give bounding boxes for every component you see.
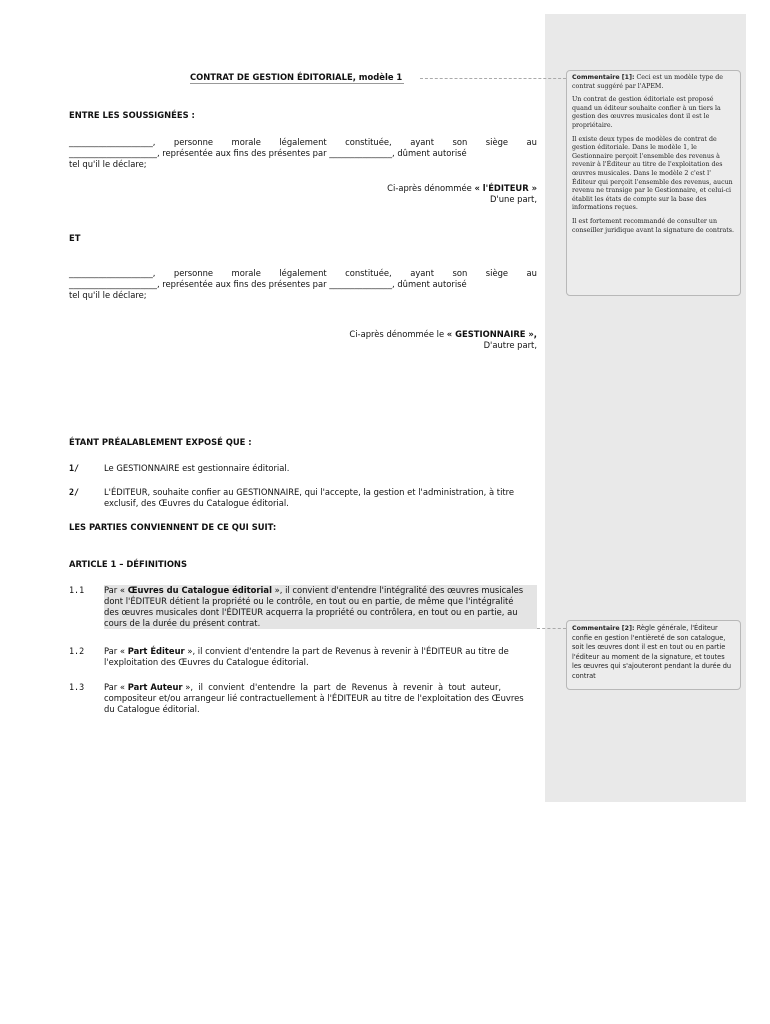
definition-3-line2: compositeur et/ou arrangeur lié contractuellement à l'ÉDITEUR au titre de l'exploitation des Œuvres <box>104 693 524 703</box>
article1-heading: ARTICLE 1 – DÉFINITIONS <box>69 559 187 569</box>
expose-item-2-text <box>104 487 537 509</box>
definition-1-term: Œuvres du Catalogue éditorial <box>127 585 272 595</box>
definition-1-rest: », il convient d'entendre l'intégralité des œuvres musicales <box>271 585 524 595</box>
definition-1-lead: Par « <box>104 585 128 595</box>
definition-3-rest: », il convient d'entendre la part de Revenus à revenir à tout auteur, <box>182 682 502 692</box>
definition-1-number: 1.1 <box>69 585 85 595</box>
definition-2-text <box>104 646 537 668</box>
party2-designation-prefix: Ci-après dénommée le <box>349 329 447 339</box>
expose-item-2-line2: exclusif, des Œuvres du Catalogue éditorial. <box>104 498 289 508</box>
definition-1-line4: cours de la durée du présent contrat. <box>104 618 261 628</box>
expose-item-1-text: Le GESTIONNAIRE est gestionnaire éditorial. <box>104 463 290 473</box>
comment-2-balloon[interactable] <box>566 620 741 690</box>
party1-line3: tel qu'il le déclare; <box>69 159 147 169</box>
comment-1-connector <box>420 78 566 79</box>
comment-1-p4: Il est fortement recommandé de consulter un conseiller juridique avant la signature de contrats. <box>572 217 735 234</box>
comment-1-p3: Il existe deux types de modèles de contrat de gestion éditoriale. Dans le modèle 1, le Gestionnaire perçoit l'ensemble des revenus à revenir à l'Éditeur au titre de l'exploitation des œuvres musicales. Dans le modèle 2 c'est l' Éditeur qui perçoit l'ensemble des revenus, aucun revenu ne transige par le Gestionnaire, et celui-ci établit les états de compte sur la base des informations reçues. <box>572 135 733 212</box>
definition-2-line2: l'exploitation des Œuvres du Catalogue éditorial. <box>104 657 309 667</box>
definition-1-line3: des œuvres musicales dont l'ÉDITEUR acquerra la propriété ou contrôlera, en tout ou en partie, au <box>104 607 518 617</box>
party1-line1: ____________________, personne morale légalement constituée, ayant son siège au <box>69 137 537 147</box>
comment-1-p2: Un contrat de gestion éditoriale est proposé quand un éditeur souhaite confier à un tiers la gestion des œuvres musicales dont il est le propriétaire. <box>572 96 721 129</box>
comment-1-p1: Ceci est un modèle type de contrat suggéré par l'APEM. <box>572 74 724 90</box>
party1-block <box>69 137 537 170</box>
party1-designation <box>69 183 537 205</box>
definition-3-number: 1.3 <box>69 682 85 692</box>
et-heading: ET <box>69 233 81 243</box>
comment-2-p1: Règle générale, l'Éditeur confie en gestion l'entièreté de son catalogue, soit les œuvres dont il est en tout ou en partie l'éditeur au moment de la signature, et toutes les œuvres qui s'ajouteront pendant la durée du contrat <box>572 624 732 680</box>
contract-title: CONTRAT DE GESTION ÉDITORIALE, modèle 1 <box>190 72 403 82</box>
party2-line2: _____________________, représentée aux fins des présentes par _______________, dûment autorisé <box>69 279 467 289</box>
party1-designation-prefix: Ci-après dénommée <box>387 183 475 193</box>
expose-item-1-number: 1/ <box>69 463 80 473</box>
definition-2-rest: », il convient d'entendre la part de Revenus à revenir à l'ÉDITEUR au titre de <box>184 646 509 656</box>
definition-1-line2: dont l'ÉDITEUR détient la propriété ou le contrôle, en tout ou en partie, de même que l'intégralité <box>104 596 514 606</box>
party2-designation-suffix: D'autre part, <box>483 340 537 350</box>
parties-heading: LES PARTIES CONVIENNENT DE CE QUI SUIT: <box>69 522 277 532</box>
definition-3-term: Part Auteur <box>127 682 183 692</box>
definition-3-lead: Par « <box>104 682 128 692</box>
party2-designation <box>69 329 537 351</box>
expose-heading: ÉTANT PRÉALABLEMENT EXPOSÉ QUE : <box>69 437 252 447</box>
definition-2-number: 1.2 <box>69 646 85 656</box>
definition-2-term: Part Éditeur <box>127 646 185 656</box>
expose-item-2-number: 2/ <box>69 487 80 497</box>
party1-designation-suffix: D'une part, <box>489 194 537 204</box>
party2-line3: tel qu'il le déclare; <box>69 290 147 300</box>
party2-block <box>69 268 537 301</box>
comment-2-connector <box>537 628 566 629</box>
party1-line2: _____________________, représentée aux fins des présentes par _______________, dûment autorisé <box>69 148 467 158</box>
definition-1-text <box>104 585 537 629</box>
definition-3-text <box>104 682 537 715</box>
party1-designation-name: « l'ÉDITEUR » <box>474 183 537 193</box>
comment-1-label: Commentaire [1]: <box>572 74 635 81</box>
party2-line1: ____________________, personne morale légalement constituée, ayant son siège au <box>69 268 537 278</box>
definition-2-lead: Par « <box>104 646 128 656</box>
entre-heading: ENTRE LES SOUSSIGNÉES : <box>69 110 195 120</box>
comment-2-label: Commentaire [2]: <box>572 625 635 632</box>
comment-1-balloon[interactable] <box>566 70 741 296</box>
definition-3-line3: du Catalogue éditorial. <box>104 704 200 714</box>
party2-designation-name: « GESTIONNAIRE », <box>446 329 537 339</box>
expose-item-2-line1: L'ÉDITEUR, souhaite confier au GESTIONNAIRE, qui l'accepte, la gestion et l'administration, à titre <box>104 487 515 497</box>
